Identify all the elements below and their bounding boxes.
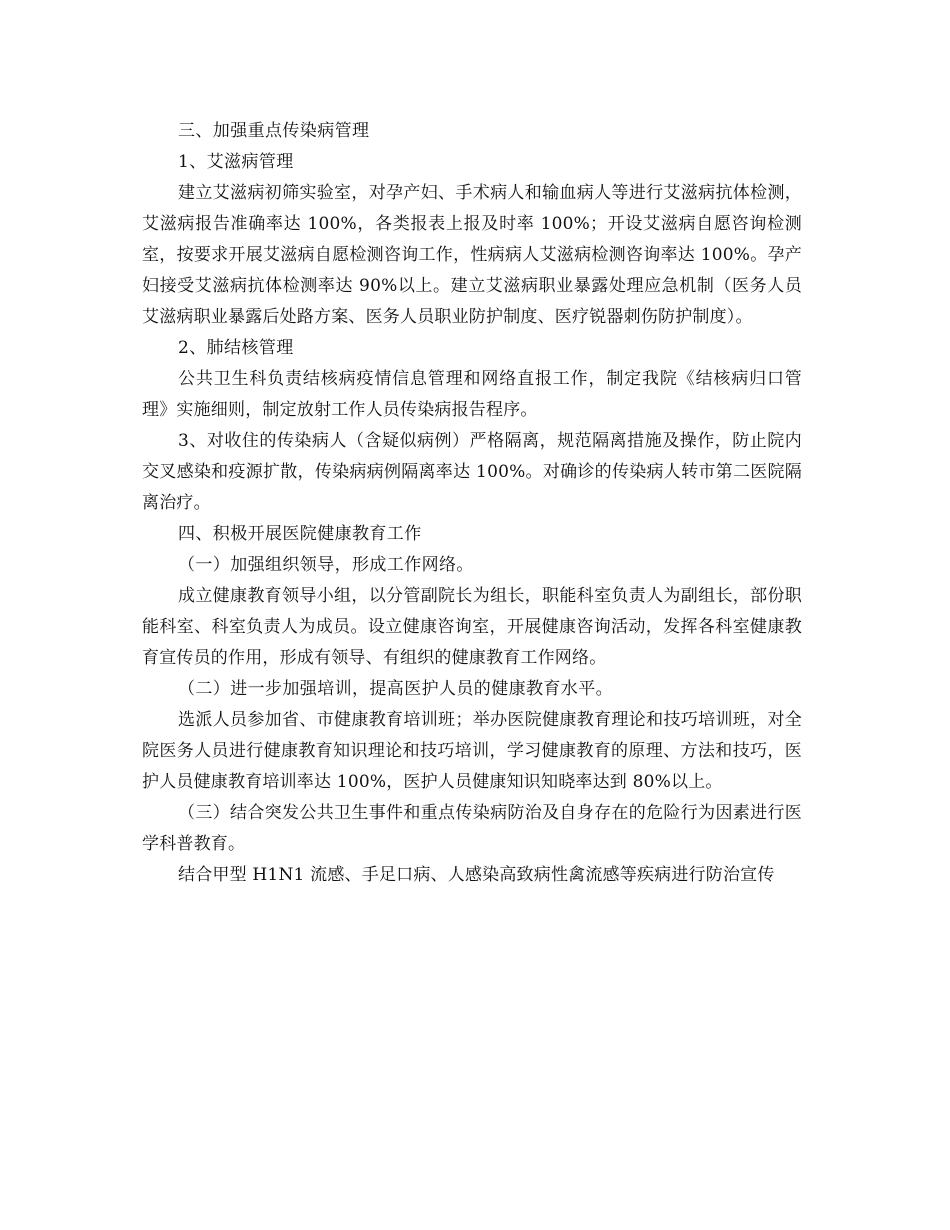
subsection-heading-training: （二）进一步加强培训，提高医护人员的健康教育水平。 [178, 679, 613, 699]
paragraph-leadership-group: 成立健康教育领导小组，以分管副院长为组长，职能科室负责人为副组长，部份职能科室、科室负责人为成员。设立健康咨询室，开展健康咨询活动，发挥各科室健康教育宣传员的作用，形成有领导、有组织的健康教育工作网络。 [142, 586, 802, 668]
paragraph-public-health-events: （三）结合突发公共卫生事件和重点传染病防治及自身存在的危险行为因素进行医学科普教育。 [142, 803, 802, 854]
subsection-heading-leadership: （一）加强组织领导，形成工作网络。 [178, 555, 474, 575]
paragraph-flu-prevention: 结合甲型 H1N1 流感、手足口病、人感染高致病性禽流感等疾病进行防治宣传 [178, 865, 775, 885]
paragraph-isolation: 3、对收住的传染病人（含疑似病例）严格隔离，规范隔离措施及操作，防止院内交叉感染和疫源扩散，传染病病例隔离率达 100%。对确诊的传染病人转市第二医院隔离治疗。 [142, 431, 802, 513]
paragraph-aids-lab: 建立艾滋病初筛实验室，对孕产妇、手术病人和输血病人等进行艾滋病抗体检测，艾滋病报告准确率达 100%，各类报表上报及时率 100%；开设艾滋病自愿咨询检测室，按要求开展艾滋病自愿检测咨询工作，性病病人艾滋病检测咨询率达 100%。孕产妇接受艾滋病抗体检测率达 90%以上。建立艾滋病职业暴露处理应急机制（医务人员艾滋病职业暴露后处路方案、医务人员职业防护制度、医疗锐器刺伤防护制度）。 [142, 183, 802, 327]
section-heading-3: 三、加强重点传染病管理 [178, 121, 370, 141]
subsection-heading-aids: 1、艾滋病管理 [178, 152, 294, 172]
subsection-heading-tb: 2、肺结核管理 [178, 338, 294, 358]
section-heading-4: 四、积极开展医院健康教育工作 [178, 524, 422, 544]
paragraph-training: 选派人员参加省、市健康教育培训班；举办医院健康教育理论和技巧培训班，对全院医务人员进行健康教育知识理论和技巧培训，学习健康教育的原理、方法和技巧，医护人员健康教育培训率达 100%，医护人员健康知识知晓率达到 80%以上。 [142, 710, 802, 792]
document-body [142, 116, 802, 891]
paragraph-tb-management: 公共卫生科负责结核病疫情信息管理和网络直报工作，制定我院《结核病归口管理》实施细则，制定放射工作人员传染病报告程序。 [142, 369, 802, 420]
